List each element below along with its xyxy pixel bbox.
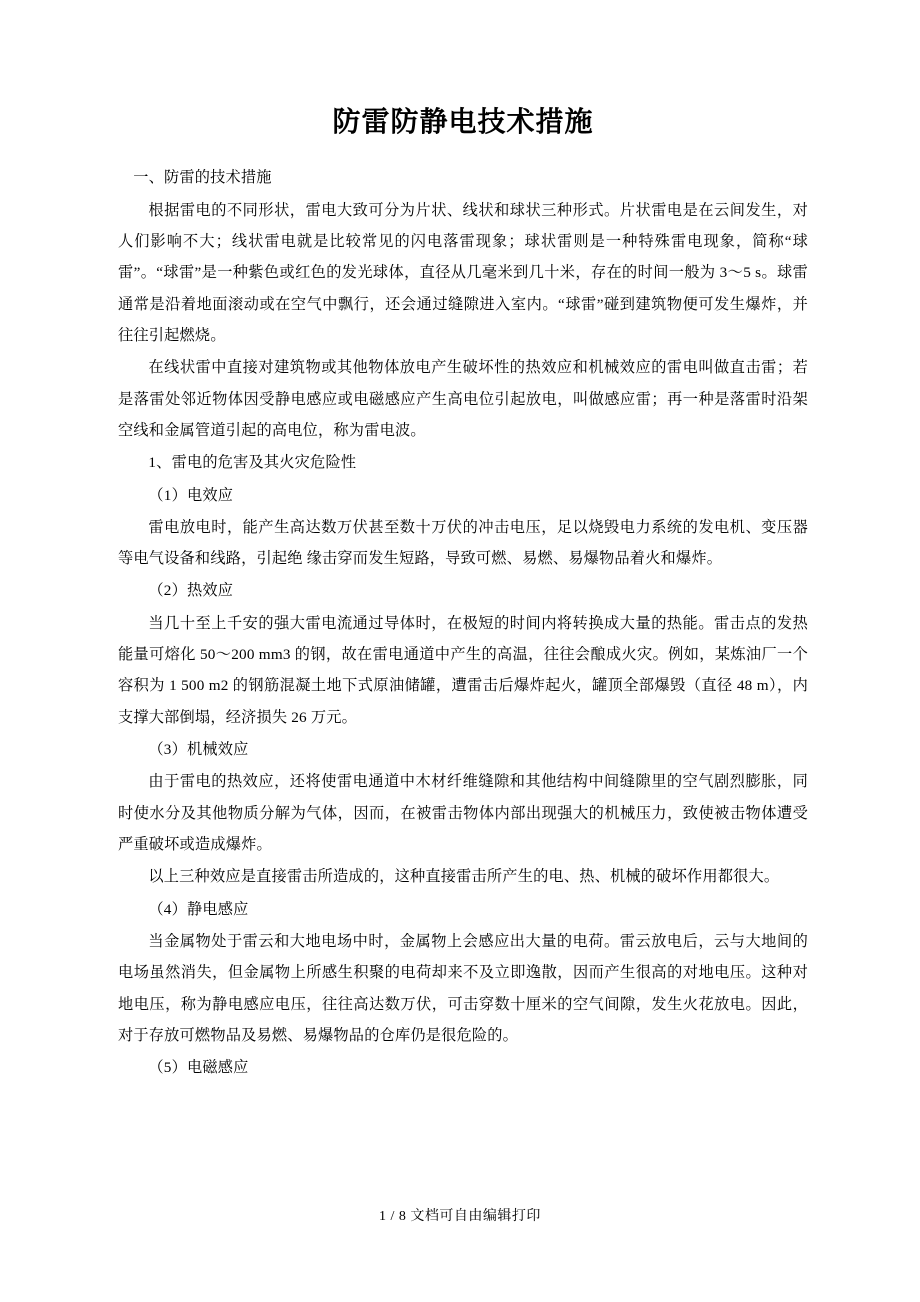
paragraph-electric-effect: 雷电放电时，能产生高达数万伏甚至数十万伏的冲击电压，足以烧毁电力系统的发电机、变压器等电气设备和线路，引起绝 缘击穿而发生短路，导致可燃、易燃、易爆物品着火和爆炸。: [118, 518, 808, 568]
paragraph-static-induction: 当金属物处于雷云和大地电场中时，金属物上会感应出大量的电荷。雷云放电后，云与大地间的电场虽然消失，但金属物上所感生积聚的电荷却来不及立即逸散，因而产生很高的对地电压。这种对地电压，称为静电感应电压，往往高达数万伏，可击穿数十厘米的空气间隙，发生火花放电。因此，对于存放可燃物品及易燃、易爆物品的仓库仍是很危险的。: [118, 932, 808, 1044]
paragraph-thermal-effect: 当几十至上千安的强大雷电流通过导体时，在极短的时间内将转换成大量的热能。雷击点的发热能量可熔化 50～200 mm3 的钢，故在雷电通道中产生的高温，往往会酿成火灾。例如，某炼油厂一个容积为 1 500 m2 的钢筋混凝土地下式原油储罐，遭雷击后爆炸起火，罐顶全部爆毁（直径 48 m），内支撑大部倒塌，经济损失 26 万元。: [118, 614, 808, 726]
paragraph-item-thermal: （2）热效应: [148, 582, 234, 600]
page-title: 防雷防静电技术措施: [332, 105, 594, 138]
paragraph-hazard-heading: 1、雷电的危害及其火灾危险性: [148, 454, 357, 472]
page-footer: 1 / 8 文档可自由编辑打印: [379, 1209, 541, 1224]
paragraph-direct-strike: 在线状雷中直接对建筑物或其他物体放电产生破坏性的热效应和机械效应的雷电叫做直击雷；若是落雷处邻近物体因受静电感应或电磁感应产生高电位引起放电，叫做感应雷；再一种是落雷时沿架空线和金属管道引起的高电位，称为雷电波。: [118, 359, 808, 439]
paragraph-item-mechanical: （3）机械效应: [148, 741, 249, 759]
paragraph-item-static: （4）静电感应: [148, 900, 249, 918]
section-heading: 一、防雷的技术措施: [133, 169, 272, 187]
paragraph-item-electric: （1）电效应: [148, 486, 234, 504]
paragraph-item-electromagnetic: （5）电磁感应: [148, 1059, 249, 1077]
paragraph-lightning-shapes: 根据雷电的不同形状，雷电大致可分为片状、线状和球状三种形式。片状雷电是在云间发生，对人们影响不大；线状雷电就是比较常见的闪电落雷现象；球状雷则是一种特殊雷电现象，简称“球雷”。“球雷”是一种紫色或红色的发光球体，直径从几毫米到几十米，存在的时间一般为 3～5 s。球雷通常是沿着地面滚动或在空气中飘行，还会通过缝隙进入室内。“球雷”碰到建筑物便可发生爆炸，并往往引起燃烧。: [118, 201, 808, 344]
paragraph-summary-three-effects: 以上三种效应是直接雷击所造成的，这种直接雷击所产生的电、热、机械的破坏作用都很大。: [148, 868, 780, 886]
document-content: [118, 104, 808, 1084]
paragraph-mechanical-effect: 由于雷电的热效应，还将使雷电通道中木材纤维缝隙和其他结构中间缝隙里的空气剧烈膨胀，同时使水分及其他物质分解为气体，因而，在被雷击物体内部出现强大的机械压力，致使被击物体遭受严重破坏或造成爆炸。: [118, 773, 808, 853]
